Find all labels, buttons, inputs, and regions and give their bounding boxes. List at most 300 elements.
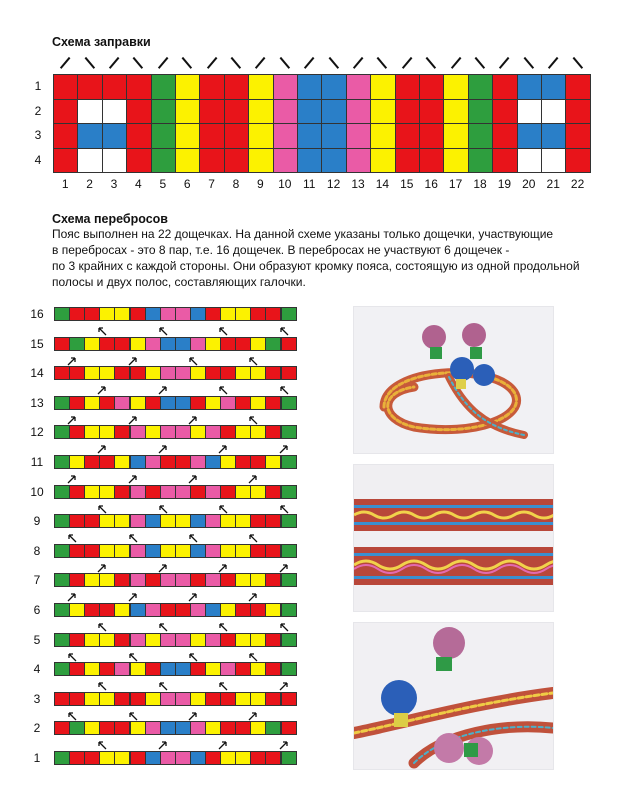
throw-cell [190, 544, 206, 558]
throw-cell [69, 751, 85, 765]
throw-cell [69, 337, 85, 351]
column-label: 5 [159, 177, 167, 191]
thread-cell [395, 74, 420, 100]
throw-cell [220, 396, 236, 410]
thread-cell [443, 74, 468, 100]
throws-description [52, 226, 622, 290]
thread-cell [273, 123, 298, 149]
throw-row-label: 16 [30, 307, 44, 321]
throw-cell [281, 514, 297, 528]
throw-cell [175, 396, 191, 410]
throw-cell [69, 514, 85, 528]
throw-cell [205, 455, 221, 469]
slant-mark [402, 57, 412, 69]
throw-cell [205, 514, 221, 528]
thread-cell [53, 74, 78, 100]
throw-cell [281, 307, 297, 321]
throw-cell [235, 485, 251, 499]
thread-cell [273, 99, 298, 125]
throw-cell [114, 366, 130, 380]
throw-cell [205, 721, 221, 735]
thread-cell [565, 148, 590, 174]
throw-cell [220, 425, 236, 439]
throw-cell [84, 603, 100, 617]
throw-cell [130, 485, 146, 499]
throw-cell [190, 425, 206, 439]
thread-cell [53, 148, 78, 174]
throw-cell [114, 337, 130, 351]
throw-cell [281, 485, 297, 499]
throw-cell [190, 751, 206, 765]
slant-mark [158, 57, 168, 69]
throw-cell [54, 485, 70, 499]
thread-cell [224, 123, 249, 149]
thread-cell [419, 148, 444, 174]
throw-cell [220, 514, 236, 528]
thread-cell [321, 74, 346, 100]
throw-cell [175, 662, 191, 676]
throw-cell [281, 396, 297, 410]
throw-cell [190, 603, 206, 617]
throw-cell [54, 544, 70, 558]
throw-cell [145, 544, 161, 558]
throw-cell [99, 573, 115, 587]
throw-cell [265, 751, 281, 765]
column-label: 15 [400, 177, 414, 191]
throw-cell [99, 455, 115, 469]
throw-cell [205, 307, 221, 321]
throw-cell [84, 544, 100, 558]
throw-cell [99, 307, 115, 321]
throw-cell [265, 603, 281, 617]
thread-cell [321, 99, 346, 125]
throw-cell [130, 366, 146, 380]
thread-cell [199, 74, 224, 100]
throw-cell [160, 396, 176, 410]
thread-cell [346, 148, 371, 174]
throw-cell [265, 366, 281, 380]
throw-row-label: 14 [30, 366, 44, 381]
throw-cell [160, 544, 176, 558]
slant-mark [548, 57, 558, 69]
thread-cell [102, 123, 127, 149]
thread-cell [126, 123, 151, 149]
throw-row-label: 8 [33, 543, 41, 558]
throw-cell [250, 337, 266, 351]
throw-cell [235, 662, 251, 676]
thread-cell [419, 99, 444, 125]
thread-cell [419, 74, 444, 100]
throw-cell [99, 337, 115, 351]
thread-cell [468, 148, 493, 174]
thread-cell [297, 123, 322, 149]
throw-cell [160, 425, 176, 439]
throw-cell [190, 337, 206, 351]
throw-cell [130, 603, 146, 617]
thread-cell [175, 148, 200, 174]
threading-scheme-grid [0, 0, 622, 200]
thread-cell [346, 99, 371, 125]
thread-cell [53, 99, 78, 125]
photo-belt-rolled-with-tassels [353, 306, 554, 454]
throw-cell [114, 514, 130, 528]
throw-cell [250, 721, 266, 735]
throw-cell [145, 573, 161, 587]
thread-cell [370, 123, 395, 149]
throw-cell [175, 573, 191, 587]
throw-cell [130, 751, 146, 765]
slant-mark [109, 57, 119, 69]
slant-mark [280, 57, 290, 69]
throw-cell [99, 366, 115, 380]
description-line: по 3 крайних с каждой стороны. Они образуют кромку пояса, состоящую из одной продольной [52, 259, 580, 273]
throw-cell [69, 692, 85, 706]
throw-cell [69, 366, 85, 380]
throw-cell [205, 485, 221, 499]
throw-cell [205, 396, 221, 410]
throw-cell [281, 751, 297, 765]
slant-mark [206, 57, 216, 69]
throw-cell [114, 396, 130, 410]
throw-cell [69, 455, 85, 469]
thread-cell [419, 123, 444, 149]
throw-cell [265, 662, 281, 676]
throw-cell [281, 337, 297, 351]
thread-cell [199, 123, 224, 149]
throw-cell [265, 692, 281, 706]
thread-cell [468, 123, 493, 149]
throw-cell [145, 603, 161, 617]
throw-cell [235, 692, 251, 706]
throw-cell [265, 721, 281, 735]
thread-cell [175, 123, 200, 149]
throw-cell [145, 396, 161, 410]
thread-cell [321, 123, 346, 149]
throw-cell [220, 721, 236, 735]
slant-mark [231, 57, 241, 69]
throw-cell [281, 573, 297, 587]
throw-cell [145, 751, 161, 765]
throw-cell [205, 692, 221, 706]
throw-cell [175, 721, 191, 735]
throw-cell [145, 721, 161, 735]
throw-cell [190, 662, 206, 676]
throw-cell [175, 337, 191, 351]
throw-cell [130, 573, 146, 587]
thread-cell [77, 74, 102, 100]
thread-cell [346, 74, 371, 100]
throw-cell [160, 366, 176, 380]
slant-mark [426, 57, 436, 69]
throw-cell [190, 514, 206, 528]
throw-cell [220, 751, 236, 765]
throw-cell [250, 455, 266, 469]
thread-cell [395, 99, 420, 125]
thread-cell [151, 99, 176, 125]
throw-cell [235, 396, 251, 410]
throw-cell [69, 633, 85, 647]
throw-cell [130, 662, 146, 676]
row-label: 4 [34, 152, 42, 167]
throw-cell [130, 692, 146, 706]
throw-cell [220, 573, 236, 587]
throw-row-label: 12 [30, 425, 44, 440]
description-line: Пояс выполнен на 22 дощечках. На данной схеме указаны только дощечки, участвующие [52, 227, 554, 241]
throw-cell [220, 633, 236, 647]
throw-cell [265, 633, 281, 647]
description-line: в перебросах - это 8 пар, т.е. 16 дощечек. В перебросах не участвуют 6 дощечек - [52, 243, 510, 257]
throw-row-label: 15 [30, 336, 44, 351]
throw-cell [160, 633, 176, 647]
throw-cell [190, 485, 206, 499]
throw-cell [250, 573, 266, 587]
throw-cell [54, 751, 70, 765]
throw-cell [175, 544, 191, 558]
throw-cell [114, 544, 130, 558]
throw-cell [160, 307, 176, 321]
throw-cell [69, 485, 85, 499]
thread-cell [199, 148, 224, 174]
throw-cell [235, 366, 251, 380]
throw-cell [205, 366, 221, 380]
slant-mark [328, 57, 338, 69]
throw-row-label: 11 [30, 455, 44, 469]
throw-cell [130, 396, 146, 410]
throw-cell [250, 603, 266, 617]
throw-cell [220, 307, 236, 321]
throws-scheme-chart [0, 300, 330, 780]
throw-cell [265, 485, 281, 499]
thread-cell [565, 74, 590, 100]
throw-row-label: 9 [33, 514, 41, 529]
throw-cell [114, 603, 130, 617]
column-label: 22 [570, 177, 585, 191]
throw-cell [205, 751, 221, 765]
throw-cell [281, 633, 297, 647]
throw-cell [190, 633, 206, 647]
column-label: 13 [351, 177, 365, 191]
thread-cell [346, 123, 371, 149]
throw-cell [235, 751, 251, 765]
throw-cell [205, 573, 221, 587]
thread-cell [541, 148, 566, 174]
row-label: 3 [34, 128, 42, 142]
column-label: 21 [546, 177, 560, 191]
photo-belt-ends-with-tassels [353, 622, 554, 770]
throw-cell [160, 751, 176, 765]
column-label: 9 [257, 177, 264, 191]
slant-mark [499, 57, 509, 69]
throw-cell [54, 307, 70, 321]
throw-cell [69, 425, 85, 439]
thread-cell [126, 148, 151, 174]
throw-cell [160, 485, 176, 499]
throw-cell [265, 307, 281, 321]
thread-cell [517, 123, 542, 149]
throw-cell [235, 633, 251, 647]
description-line: полосы и двух полос, составляющих галочки. [52, 275, 306, 289]
throw-cell [130, 455, 146, 469]
throw-cell [175, 455, 191, 469]
throw-cell [145, 514, 161, 528]
throw-cell [281, 662, 297, 676]
column-label: 10 [278, 177, 292, 191]
column-label: 16 [424, 177, 438, 191]
slant-mark [182, 57, 192, 69]
throw-cell [190, 307, 206, 321]
thread-cell [517, 74, 542, 100]
throw-row-label: 2 [33, 721, 41, 736]
throw-cell [190, 455, 206, 469]
thread-cell [248, 99, 273, 125]
thread-cell [517, 99, 542, 125]
throw-row-label: 3 [33, 691, 41, 706]
throw-cell [281, 425, 297, 439]
thread-cell [273, 74, 298, 100]
throw-cell [54, 425, 70, 439]
throw-cell [250, 633, 266, 647]
throw-cell [130, 633, 146, 647]
thread-cell [175, 99, 200, 125]
throw-cell [84, 692, 100, 706]
throw-cell [130, 307, 146, 321]
thread-cell [443, 99, 468, 125]
slant-mark [133, 57, 143, 69]
throw-row-label: 1 [33, 751, 41, 765]
throw-cell [220, 337, 236, 351]
throw-cell [130, 337, 146, 351]
thread-cell [370, 148, 395, 174]
thread-cell [468, 99, 493, 125]
column-label: 17 [448, 177, 463, 191]
throw-cell [160, 573, 176, 587]
throw-cell [160, 692, 176, 706]
thread-cell [273, 148, 298, 174]
throw-cell [220, 485, 236, 499]
thread-cell [541, 74, 566, 100]
slant-mark [475, 57, 485, 69]
thread-cell [517, 148, 542, 174]
throw-cell [99, 603, 115, 617]
throw-cell [114, 485, 130, 499]
throw-cell [54, 455, 70, 469]
thread-cell [541, 123, 566, 149]
throw-cell [145, 366, 161, 380]
throw-cell [175, 514, 191, 528]
throw-cell [205, 544, 221, 558]
throw-cell [220, 603, 236, 617]
throw-row-label: 13 [30, 395, 44, 410]
column-label: 3 [110, 177, 118, 191]
throw-cell [235, 544, 251, 558]
throw-cell [160, 603, 176, 617]
throw-cell [145, 485, 161, 499]
thread-cell [565, 123, 590, 149]
thread-cell [77, 123, 102, 149]
throw-cell [235, 455, 251, 469]
throw-cell [54, 633, 70, 647]
thread-cell [492, 74, 517, 100]
throw-cell [99, 692, 115, 706]
throw-cell [190, 692, 206, 706]
throw-cell [69, 396, 85, 410]
throw-cell [130, 544, 146, 558]
throw-row-label: 6 [33, 603, 41, 617]
throw-cell [69, 662, 85, 676]
throw-cell [281, 721, 297, 735]
throw-cell [250, 485, 266, 499]
throw-cell [54, 573, 70, 587]
throw-cell [235, 603, 251, 617]
photo-belt-closeup-pattern [353, 464, 554, 612]
thread-cell [151, 123, 176, 149]
column-label: 20 [522, 177, 536, 191]
throw-cell [54, 721, 70, 735]
throw-cell [99, 633, 115, 647]
thread-cell [443, 123, 468, 149]
throw-cell [130, 721, 146, 735]
throw-cell [205, 425, 221, 439]
thread-cell [126, 74, 151, 100]
thread-cell [321, 148, 346, 174]
thread-cell [443, 148, 468, 174]
slant-mark [60, 57, 70, 69]
throw-cell [69, 307, 85, 321]
throw-cell [205, 633, 221, 647]
column-label: 11 [302, 177, 316, 191]
throw-cell [250, 751, 266, 765]
throw-cell [69, 721, 85, 735]
throw-cell [265, 544, 281, 558]
throw-cell [175, 485, 191, 499]
throw-cell [190, 366, 206, 380]
thread-cell [224, 148, 249, 174]
throw-cell [84, 396, 100, 410]
thread-cell [151, 74, 176, 100]
thread-cell [297, 99, 322, 125]
thread-cell [395, 123, 420, 149]
throw-cell [250, 544, 266, 558]
slant-mark [377, 57, 387, 69]
throw-cell [84, 455, 100, 469]
thread-cell [151, 148, 176, 174]
threading-scheme-title: Схема заправки [52, 35, 151, 49]
throw-cell [190, 396, 206, 410]
throw-cell [250, 425, 266, 439]
throw-row-label: 4 [33, 662, 41, 677]
throw-cell [175, 603, 191, 617]
thread-cell [77, 148, 102, 174]
throw-cell [84, 573, 100, 587]
throw-cell [265, 455, 281, 469]
throw-row-label: 7 [33, 573, 41, 588]
throw-cell [281, 692, 297, 706]
throw-cell [114, 455, 130, 469]
throw-cell [175, 425, 191, 439]
throw-cell [220, 662, 236, 676]
throw-cell [99, 544, 115, 558]
column-label: 12 [326, 177, 341, 191]
slant-mark [572, 57, 582, 69]
throws-scheme-title: Схема перебросов [52, 212, 168, 226]
throw-cell [250, 307, 266, 321]
throw-cell [145, 662, 161, 676]
thread-cell [53, 123, 78, 149]
slant-mark [450, 57, 460, 69]
throw-cell [235, 721, 251, 735]
throw-cell [99, 662, 115, 676]
throw-cell [114, 751, 130, 765]
